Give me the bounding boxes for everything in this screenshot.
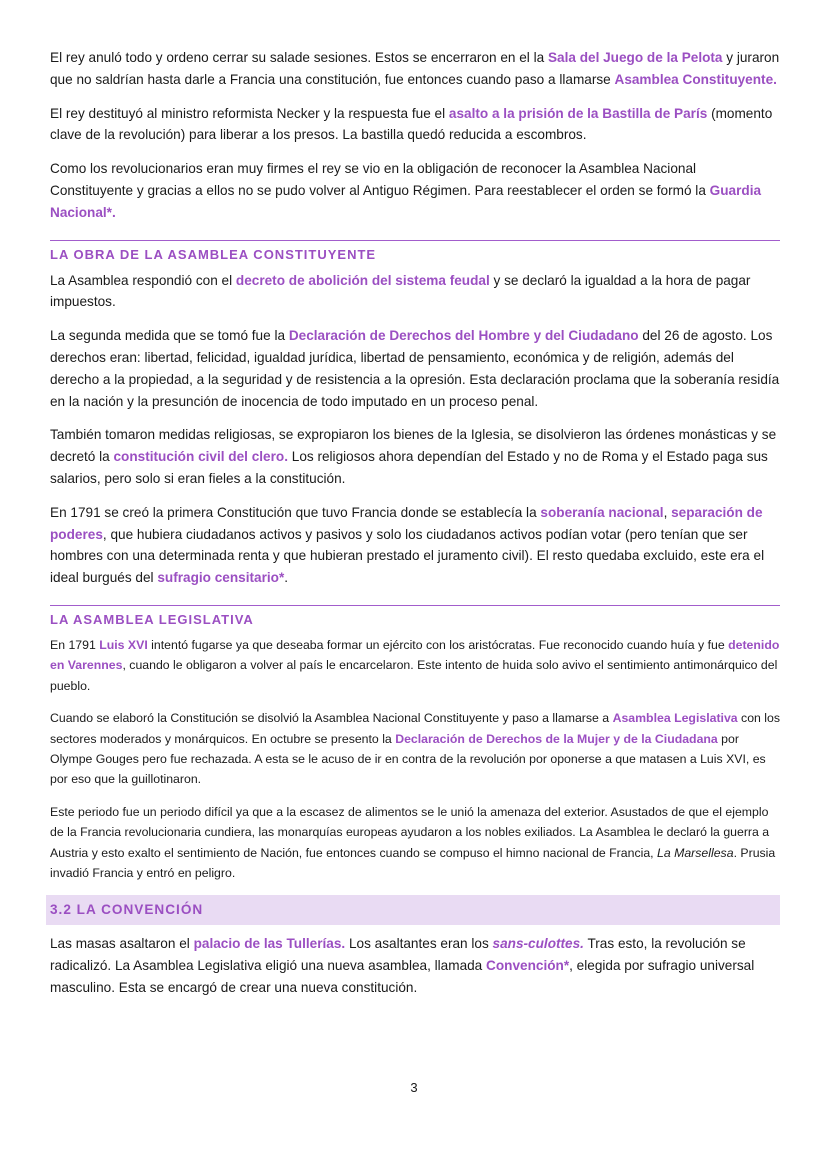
- paragraph-medidas-religiosas: [50, 424, 782, 489]
- text-run: El rey destituyó al ministro reformista Necker y la respuesta fue el: [50, 105, 449, 121]
- text-run: Como los revolucionarios eran muy firmes el rey se vio en la obligación de reconocer la Asamblea Nacional Constituyente y gracias a ellos no se pudo volver al Antiguo Régimen. Para reestablecer el orden se formó la: [50, 161, 710, 198]
- paragraph-juego-pelota: [50, 47, 782, 91]
- text-run: . Prusia invadió Francia y entró en peligro.: [50, 845, 776, 880]
- text-run: Los asaltantes eran los: [345, 936, 493, 952]
- text-run: con los sectores moderados y monárquicos. En octubre se presento la: [50, 711, 781, 746]
- paragraph-declaracion-derechos: [50, 325, 782, 412]
- text-run: y juraron que no saldrían hasta darle a Francia una constitución, fue entonces cuando paso a llamarse: [50, 50, 780, 87]
- text-run: En 1791 se creó la primera Constitución que tuvo Francia donde se establecía la: [50, 504, 541, 520]
- highlight-term: Asamblea Constituyente.: [614, 71, 777, 87]
- highlight-term: Declaración de Derechos del Hombre y del Ciudadano: [288, 328, 639, 344]
- highlight-term: Asamblea Legislativa: [612, 711, 738, 726]
- text-run: , elegida por sufragio universal masculino. Esta se encargó de crear una nueva constitución.: [50, 958, 755, 995]
- italic-term: La Marsellesa: [657, 845, 734, 860]
- highlight-term: soberanía nacional: [540, 504, 664, 520]
- text-run: , cuando le obligaron a volver al país le encarcelaron. Este intento de huida solo avivo el sentimiento antimonárquico del pueblo.: [50, 658, 778, 693]
- text-run: Los religiosos ahora dependían del Estado y no de Roma y el Estado paga sus salarios, pero solo si eran fieles a la constitución.: [50, 449, 768, 486]
- paragraph-constitucion-1791: [50, 502, 782, 589]
- highlight-term: decreto de abolición del sistema feudal: [235, 272, 490, 288]
- section-heading-convencion: 3.2 LA CONVENCIÓN: [46, 895, 780, 925]
- paragraph-bastilla: [50, 103, 782, 147]
- text-run: En 1791: [50, 637, 100, 652]
- paragraph-abolicion-feudal: [50, 270, 782, 314]
- text-run: La segunda medida que se tomó fue la: [50, 328, 289, 344]
- paragraph-asamblea-legislativa: [50, 708, 782, 790]
- paragraph-tullerias: [50, 933, 782, 998]
- highlight-term: palacio de las Tullerías.: [193, 936, 346, 952]
- text-run: La Asamblea respondió con el: [50, 272, 236, 288]
- text-run: Cuando se elaboró la Constitución se disolvió la Asamblea Nacional Constituyente y paso a llamarse a: [50, 711, 613, 726]
- highlight-term: sufragio censitario*: [157, 570, 285, 586]
- highlight-term: Convención*: [486, 958, 570, 974]
- text-run: (momento clave de la revolución) para liberar a los presos. La bastilla quedó reducida a escombros.: [50, 105, 773, 143]
- section-heading-obra: LA OBRA DE LA ASAMBLEA CONSTITUYENTE: [50, 240, 780, 264]
- highlight-term: constitución civil del clero.: [113, 449, 288, 465]
- text-run: intentó fugarse ya que deseaba formar un ejército con los aristócratas. Fue reconocido cuando huía y fue: [147, 637, 729, 652]
- text-run: del 26 de agosto. Los derechos eran: libertad, felicidad, igualdad jurídica, libertad de pensamiento, económica y de religión, además del derecho a la propiedad, a la seguridad y de resistencia a la opresión. Esta declaración proclama que la soberanía residía en la nación y la presunción de inocencia de todo imputado en un proceso penal.: [50, 328, 780, 409]
- section-heading-legislativa: LA ASAMBLEA LEGISLATIVA: [50, 605, 780, 629]
- highlight-term: separación de poderes: [50, 504, 763, 542]
- paragraph-fuga-luis-xvi: [50, 635, 782, 696]
- highlight-term: Guardia Nacional*.: [50, 182, 762, 220]
- highlight-term: Luis XVI: [99, 637, 148, 652]
- text-run: Este periodo fue un periodo difícil ya que a la escasez de alimentos se le unió la amenaza del exterior. Asustados de que el ejemplo de la Francia revolucionaria cundiera, las monarquías europeas ayudaron a los nobles exiliados. La Asamblea le declaró la guerra a Austria y esto exalto el sentimiento de Nación, fue entonces cuando se compuso el himno nacional de Francia,: [50, 804, 770, 860]
- text-run: .: [284, 570, 289, 586]
- text-run: por Olympe Gouges pero fue rechazada. A esta se le acuso de ir en contra de la revolución por oponerse a que matasen a Luis XVI, es por eso que la guillotinaron.: [50, 731, 766, 787]
- page-number: 3: [410, 1080, 418, 1095]
- text-run: y se declaró la igualdad a la hora de pagar impuestos.: [50, 272, 751, 310]
- page-content: [50, 47, 782, 1011]
- paragraph-periodo-dificil: [50, 802, 782, 884]
- highlight-term: detenido en Varennes: [50, 637, 780, 673]
- highlight-term: asalto a la prisión de la Bastilla de París: [448, 105, 708, 121]
- text-run: También tomaron medidas religiosas, se expropiaron los bienes de la Iglesia, se disolvieron las órdenes monásticas y se decretó la: [50, 427, 777, 465]
- highlight-term: Declaración de Derechos de la Mujer y de la Ciudadana: [395, 731, 718, 746]
- text-run: ,: [663, 504, 672, 520]
- paragraph-guardia-nacional: [50, 158, 782, 223]
- text-run: El rey anuló todo y ordeno cerrar su salade sesiones. Estos se encerraron en el la: [50, 50, 548, 65]
- highlight-term: Sala del Juego de la Pelota: [547, 50, 723, 65]
- text-run: Las masas asaltaron el: [50, 936, 194, 952]
- text-run: , que hubiera ciudadanos activos y pasivos y solo los ciudadanos activos podían votar (pero tenían que ser hombres con una determinada renta y que hubieran prestado el juramento civil). El resto quedaba excluido, este era el ideal burgués del: [50, 526, 765, 586]
- text-run: Tras esto, la revolución se radicalizó. La Asamblea Legislativa eligió una nueva asamblea, llamada: [50, 936, 746, 974]
- highlight-term: sans-culottes.: [492, 936, 584, 952]
